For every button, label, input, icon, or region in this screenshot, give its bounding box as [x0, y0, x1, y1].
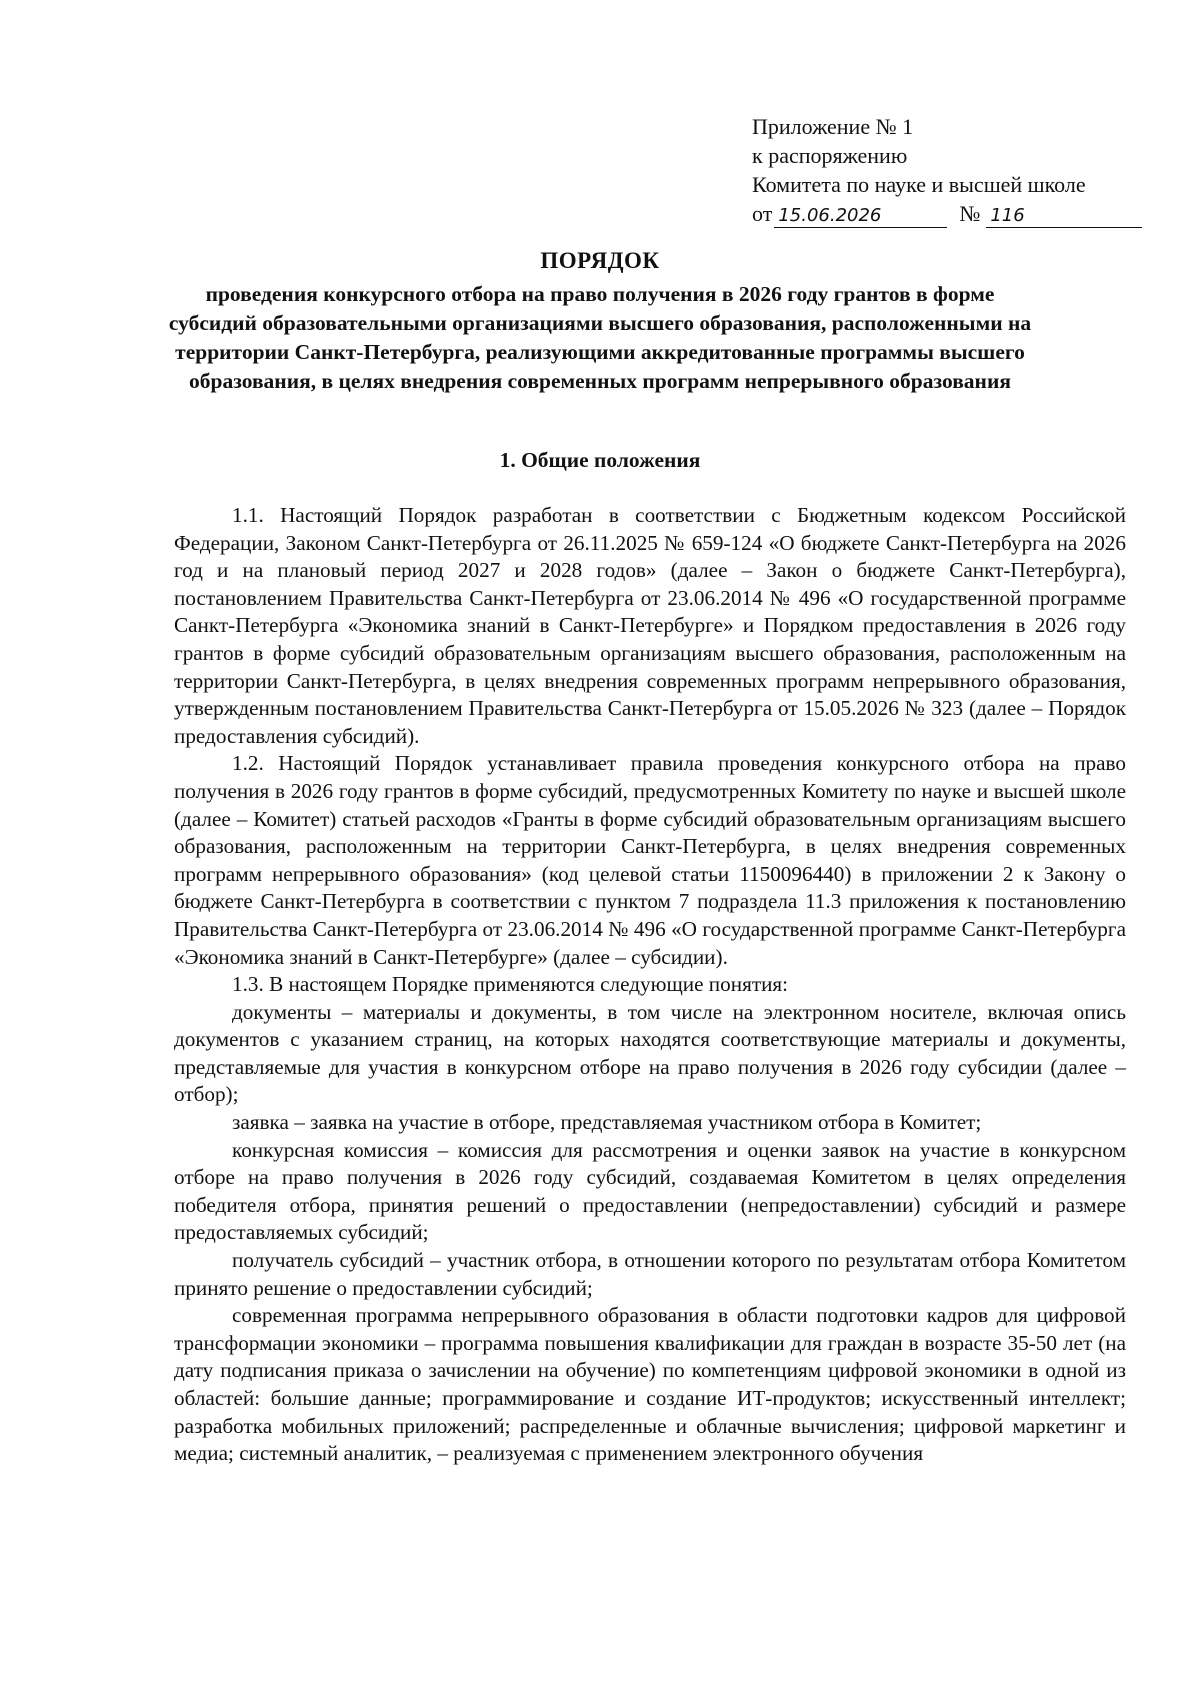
paragraph-1-2: 1.2. Настоящий Порядок устанавливает правила проведения конкурсного отбора на право получения в 2026 году грантов в форме субсидий, предусмотренных Комитету по науке и высшей школе (далее – Комитет) статьей расходов «Гранты в форме субсидий образовательным организациям высшего образования, расположенным на территории Санкт-Петербурга, в целях внедрения современных программ непрерывного образования» (код целевой статьи 1150096440) в приложении 2 к Закону о бюджете Санкт-Петербурга в соответствии с пунктом 7 подраздела 11.3 приложения к постановлению Правительства Санкт-Петербурга от 23.06.2014 № 496 «О государственной программе Санкт-Петербурга «Экономика знаний в Санкт-Петербурге» (далее – субсидии). [174, 751, 1126, 969]
attachment-header [752, 112, 1152, 228]
handwritten-date: 15.06.2026 [774, 205, 947, 228]
number-prefix: № [959, 201, 981, 226]
definition-commission: конкурсная комиссия – комиссия для рассмотрения и оценки заявок на участие в конкурсном отборе на право получения в 2026 году субсидий, создаваемая Комитетом в целях определения победителя отбора, принятия решений о предоставлении (непредоставлении) субсидий и размере предоставляемых субсидий; [174, 1137, 1126, 1245]
attachment-line-3: Комитета по науке и высшей школе [752, 172, 1086, 197]
definition-recipient: получатель субсидий – участник отбора, в отношении которого по результатам отбора Комитетом принято решение о предоставлении субсидий; [174, 1248, 1126, 1300]
attachment-line-2: к распоряжению [752, 143, 908, 168]
attachment-date-number-row [752, 199, 1152, 228]
date-prefix: от [752, 201, 773, 226]
paragraph-1-1: 1.1. Настоящий Порядок разработан в соответствии с Бюджетным кодексом Российской Федерации, Законом Санкт-Петербурга от 26.11.2025 № 659-124 «О бюджете Санкт-Петербурга на 2026 год и на плановый период 2027 и 2028 годов» (далее – Закон о бюджете Санкт-Петербурга), постановлением Правительства Санкт-Петербурга от 23.06.2014 № 496 «О государственной программе Санкт-Петербурга «Экономика знаний в Санкт-Петербурге» и Порядком предоставления в 2026 году грантов в форме субсидий образовательным организациям высшего образования, расположенным на территории Санкт-Петербурга, в целях внедрения современных программ непрерывного образования, утвержденным постановлением Правительства Санкт-Петербурга от 15.05.2026 № 323 (далее – Порядок предоставления субсидий). [174, 503, 1126, 748]
definition-application: заявка – заявка на участие в отборе, представляемая участником отбора в Комитет; [232, 1110, 982, 1135]
section-heading: 1. Общие положения [499, 448, 701, 472]
document-body [174, 502, 1126, 1468]
document-subtitle: проведения конкурсного отбора на право получения в 2026 году грантов в форме субсидий образовательными организациями высшего образования, расположенными на территории Санкт-Петербурга, реализующими аккредитованные программы высшего образования, в целях внедрения современных программ непрерывного образования [168, 282, 1032, 393]
definition-documents: документы – материалы и документы, в том числе на электронном носителе, включая опись документов с указанием страниц, на которых находятся соответствующие материалы и документы, представляемые для участия в конкурсном отборе на право получения в 2026 году субсидии (далее – отбор); [174, 999, 1126, 1107]
attachment-line-1: Приложение № 1 [752, 114, 914, 139]
handwritten-number: 116 [986, 205, 1142, 228]
document-title: ПОРЯДОК [540, 248, 660, 273]
definition-program: современная программа непрерывного образования в области подготовки кадров для цифровой трансформации экономики – программа повышения квалификации для граждан в возрасте 35-50 лет (на дату подписания приказа о зачислении на обучение) по компетенциям цифровой экономики в одной из областей: большие данные; программирование и создание ИТ-продуктов; искусственный интеллект; разработка мобильных приложений; распределенные и облачные вычисления; цифровой маркетинг и медиа; системный аналитик, – реализуемая с применением электронного обучения [174, 1303, 1126, 1466]
title-block [160, 246, 1040, 396]
paragraph-1-3: 1.3. В настоящем Порядке применяются следующие понятия: [232, 972, 789, 997]
